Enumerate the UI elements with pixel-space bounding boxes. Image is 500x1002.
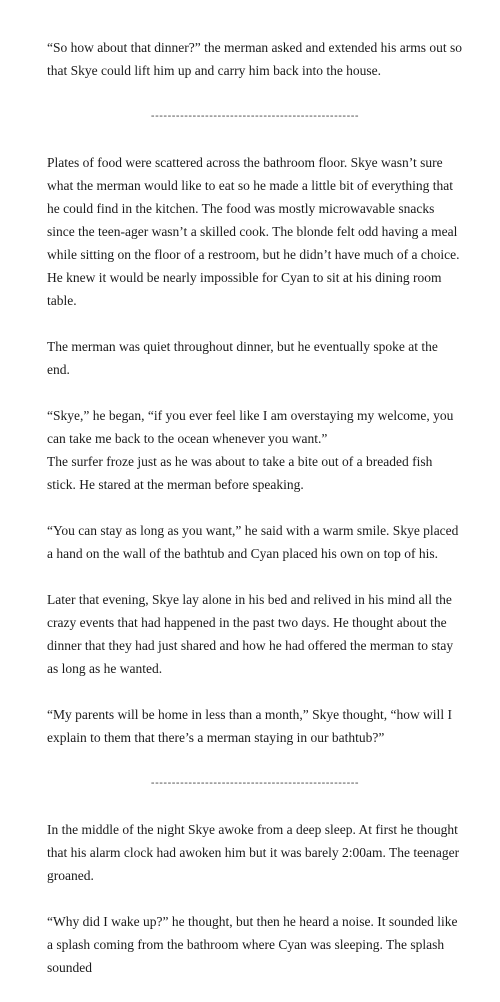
paragraph-surfer-froze: The surfer froze just as he was about to take a bite out of a breaded fish stick. He stared at the merman before speaking. [47, 454, 433, 492]
section-divider: -------------------------------------------------- [150, 777, 360, 789]
paragraph-skye-began: “Skye,” he began, “if you ever feel like I am overstaying my welcome, you can take me back to the ocean whenever you want.” [47, 408, 454, 446]
paragraph-why-wake-up: “Why did I wake up?” he thought, but then he heard a noise. It sounded like a splash coming from the bathroom where Cyan was sleeping. The splash sounded [47, 914, 458, 975]
paragraph-parents-home: “My parents will be home in less than a month,” Skye thought, “how will I explain to them that there’s a merman staying in our bathtub?” [47, 707, 452, 745]
paragraph-stay-as-long: “You can stay as long as you want,” he said with a warm smile. Skye placed a hand on the wall of the bathtub and Cyan placed his own on top of his. [47, 523, 459, 561]
paragraph-middle-of-night: In the middle of the night Skye awoke from a deep sleep. At first he thought that his alarm clock had awoken him but it was barely 2:00am. The teenager groaned. [47, 822, 460, 883]
paragraph-merman-quiet: The merman was quiet throughout dinner, but he eventually spoke at the end. [47, 339, 438, 377]
section-divider: -------------------------------------------------- [150, 110, 360, 122]
paragraph-plates-of-food: Plates of food were scattered across the bathroom floor. Skye wasn’t sure what the merman would like to eat so he made a little bit of everything that he could find in the kitchen. The food was mostly microwavable snacks since the teen-ager wasn’t a skilled cook. The blonde felt odd having a meal while sitting on the floor of a restroom, but he didn’t have much of a choice. He knew it would be nearly impossible for Cyan to sit at his dining room table. [47, 155, 460, 308]
paragraph-later-evening: Later that evening, Skye lay alone in his bed and relived in his mind all the crazy events that had happened in the past two days. He thought about the dinner that they had just shared and how he had offered the merman to stay as long as he wanted. [47, 592, 454, 676]
story-page [47, 36, 463, 1002]
paragraph-dinner-question: “So how about that dinner?” the merman asked and extended his arms out so that Skye could lift him up and carry him back into the house. [47, 40, 463, 78]
